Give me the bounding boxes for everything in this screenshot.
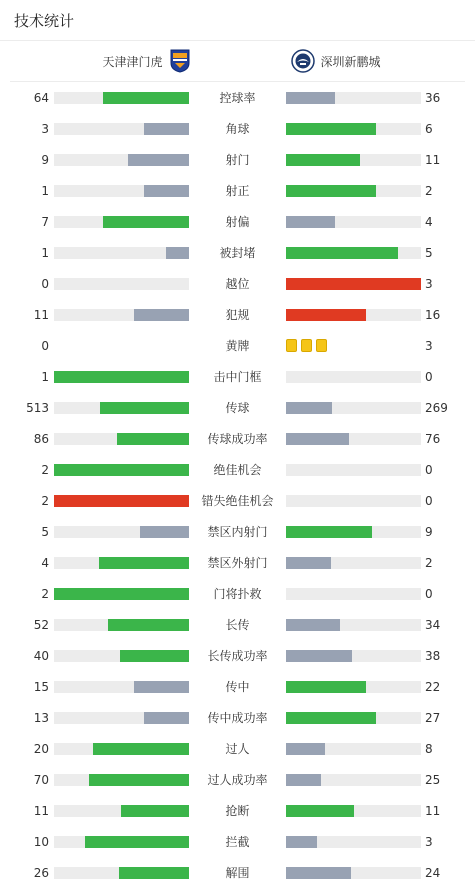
home-stat-bar (54, 650, 189, 662)
away-stat-bar (286, 123, 421, 135)
away-stat-bar (286, 433, 421, 445)
away-stat-value: 0 (425, 494, 433, 508)
stat-label: 过人 (225, 742, 250, 756)
stat-label: 传中 (225, 680, 250, 694)
away-stat-bar (286, 216, 421, 228)
home-stat-bar-fill (100, 402, 189, 414)
home-stat-bar (54, 681, 189, 693)
home-stat-value: 20 (33, 742, 49, 756)
stat-label: 角球 (225, 122, 250, 136)
home-stat-bar (54, 836, 189, 848)
away-stat-bar (286, 92, 421, 104)
home-stat-value: 3 (41, 122, 49, 136)
stat-row (0, 330, 475, 361)
home-stat-bar (54, 557, 189, 569)
away-stat-bar (286, 557, 421, 569)
home-stat-value: 52 (33, 618, 49, 632)
stat-label: 传中成功率 (207, 711, 268, 725)
away-stat-bar (286, 619, 421, 631)
away-yellow-cards (286, 339, 327, 352)
stat-row (0, 764, 475, 795)
away-stat-value: 16 (425, 308, 441, 322)
home-stat-value: 26 (33, 866, 49, 880)
away-stat-bar-fill (286, 743, 325, 755)
away-stat-bar (286, 774, 421, 786)
away-stat-value: 38 (425, 649, 441, 663)
away-stat-bar-fill (286, 402, 332, 414)
away-stat-value: 9 (425, 525, 433, 539)
away-stat-bar (286, 154, 421, 166)
stat-label: 被封堵 (219, 246, 256, 260)
home-stat-bar (54, 402, 189, 414)
stat-label: 射偏 (225, 215, 250, 229)
stat-row (0, 795, 475, 826)
stat-label: 绝佳机会 (213, 463, 262, 477)
away-team[interactable] (291, 41, 381, 81)
away-stat-value: 36 (425, 91, 441, 105)
stat-row (0, 299, 475, 330)
stat-row (0, 640, 475, 671)
yellow-card-icon (316, 339, 327, 352)
home-team[interactable] (102, 41, 190, 81)
home-stat-bar-fill (144, 123, 189, 135)
home-stat-bar (54, 247, 189, 259)
away-stat-bar (286, 743, 421, 755)
away-stat-bar-fill (286, 805, 354, 817)
home-stat-value: 2 (41, 587, 49, 601)
stat-label: 解围 (225, 866, 250, 880)
home-stat-value: 0 (41, 277, 49, 291)
stat-label: 控球率 (219, 91, 256, 105)
stat-row (0, 206, 475, 237)
away-stat-bar (286, 836, 421, 848)
away-stat-bar-fill (286, 619, 340, 631)
stat-row (0, 268, 475, 299)
away-stat-bar-fill (286, 867, 351, 879)
stat-label: 过人成功率 (207, 773, 268, 787)
away-stat-bar (286, 185, 421, 197)
away-stat-bar-fill (286, 154, 360, 166)
home-stat-bar-fill (121, 805, 189, 817)
away-stat-bar (286, 681, 421, 693)
home-stat-bar-fill (134, 309, 189, 321)
away-stat-bar (286, 247, 421, 259)
home-stat-bar (54, 588, 189, 600)
home-stat-value: 2 (41, 494, 49, 508)
home-stat-bar (54, 216, 189, 228)
home-stat-bar (54, 619, 189, 631)
away-team-name: 深圳新鹏城 (320, 54, 381, 69)
away-stat-value: 34 (425, 618, 441, 632)
stat-row (0, 671, 475, 702)
away-stat-value: 2 (425, 184, 433, 198)
away-stat-value: 24 (425, 866, 441, 880)
page-title: 技术统计 (14, 12, 75, 30)
away-stat-bar-fill (286, 557, 331, 569)
stat-row (0, 485, 475, 516)
away-stat-bar (286, 402, 421, 414)
away-stat-bar (286, 867, 421, 879)
home-stat-value: 5 (41, 525, 49, 539)
stat-row (0, 578, 475, 609)
home-stat-bar (54, 495, 189, 507)
home-stat-value: 10 (33, 835, 49, 849)
home-stat-bar-fill (99, 557, 189, 569)
stat-label: 犯规 (225, 308, 250, 322)
home-stat-bar (54, 867, 189, 879)
home-stat-value: 1 (41, 370, 49, 384)
away-stat-bar-fill (286, 92, 335, 104)
stat-label: 门将扑救 (213, 587, 262, 601)
away-stat-bar (286, 805, 421, 817)
stat-label: 越位 (225, 277, 250, 291)
away-stat-value: 11 (425, 153, 441, 167)
away-stat-value: 0 (425, 463, 433, 477)
away-stat-value: 0 (425, 587, 433, 601)
home-stat-bar-fill (108, 619, 189, 631)
home-stat-bar-fill (89, 774, 189, 786)
yellow-card-icon (286, 339, 297, 352)
stat-label: 禁区内射门 (207, 525, 268, 539)
away-stat-value: 3 (425, 339, 433, 353)
stat-row (0, 237, 475, 268)
home-stat-bar-fill (140, 526, 189, 538)
stat-row (0, 826, 475, 857)
stat-row (0, 392, 475, 423)
away-stat-value: 3 (425, 835, 433, 849)
stat-row (0, 702, 475, 733)
home-stat-value: 11 (33, 308, 49, 322)
away-stat-bar-fill (286, 123, 376, 135)
home-stat-value: 9 (41, 153, 49, 167)
home-stat-bar (54, 743, 189, 755)
away-stat-bar-fill (286, 309, 366, 321)
away-stat-bar-fill (286, 836, 317, 848)
away-stat-bar-fill (286, 774, 321, 786)
home-stat-value: 11 (33, 804, 49, 818)
home-stat-value: 513 (26, 401, 49, 415)
home-stat-value: 1 (41, 246, 49, 260)
stats-header (0, 0, 475, 41)
home-stat-bar (54, 433, 189, 445)
home-stat-bar (54, 185, 189, 197)
home-stat-value: 4 (41, 556, 49, 570)
home-stat-bar-fill (117, 433, 189, 445)
stat-label: 抢断 (225, 804, 250, 818)
shenzhen-peng-city-crest-icon (291, 49, 315, 73)
home-stat-bar-fill (54, 495, 189, 507)
away-stat-bar (286, 495, 421, 507)
home-stat-bar (54, 805, 189, 817)
home-stat-bar-fill (85, 836, 189, 848)
stat-row (0, 516, 475, 547)
home-stat-bar-fill (134, 681, 189, 693)
stat-row (0, 144, 475, 175)
stat-label: 拦截 (225, 835, 250, 849)
home-team-name: 天津津门虎 (102, 54, 163, 69)
away-stat-bar-fill (286, 185, 376, 197)
home-stat-bar-fill (119, 867, 189, 879)
away-stat-bar (286, 650, 421, 662)
away-stat-bar (286, 588, 421, 600)
away-stat-bar (286, 526, 421, 538)
stat-row (0, 361, 475, 392)
away-stat-bar (286, 278, 421, 290)
yellow-card-icon (301, 339, 312, 352)
home-stat-value: 2 (41, 463, 49, 477)
stat-row (0, 454, 475, 485)
away-stat-value: 2 (425, 556, 433, 570)
away-stat-bar (286, 371, 421, 383)
stat-row (0, 609, 475, 640)
away-stat-value: 11 (425, 804, 441, 818)
away-stat-value: 22 (425, 680, 441, 694)
home-stat-bar (54, 278, 189, 290)
home-stat-value: 40 (33, 649, 49, 663)
home-stat-value: 0 (41, 339, 49, 353)
stat-label: 错失绝佳机会 (201, 494, 274, 508)
home-stat-bar (54, 774, 189, 786)
home-stat-bar-fill (103, 216, 189, 228)
stat-row (0, 857, 475, 888)
away-stat-value: 0 (425, 370, 433, 384)
home-stat-bar-fill (54, 464, 189, 476)
stats-list (0, 82, 475, 888)
home-stat-bar (54, 92, 189, 104)
stat-label: 传球成功率 (207, 432, 268, 446)
stat-row (0, 175, 475, 206)
home-stat-value: 64 (33, 91, 49, 105)
home-stat-value: 15 (33, 680, 49, 694)
home-stat-bar (54, 371, 189, 383)
teams-row (10, 41, 465, 82)
away-stat-bar-fill (286, 681, 366, 693)
stat-label: 长传 (225, 618, 250, 632)
home-stat-bar (54, 712, 189, 724)
home-stat-bar-fill (93, 743, 189, 755)
stat-row (0, 82, 475, 113)
home-stat-bar-fill (128, 154, 189, 166)
stat-label: 禁区外射门 (207, 556, 268, 570)
away-stat-bar-fill (286, 712, 376, 724)
away-stat-bar-fill (286, 278, 421, 290)
home-stat-value: 7 (41, 215, 49, 229)
away-stat-value: 8 (425, 742, 433, 756)
away-stat-value: 5 (425, 246, 433, 260)
stat-row (0, 113, 475, 144)
tianjin-tigers-crest-icon (169, 49, 191, 73)
home-stat-value: 86 (33, 432, 49, 446)
away-stat-bar-fill (286, 247, 398, 259)
away-stat-value: 25 (425, 773, 441, 787)
home-stat-bar (54, 154, 189, 166)
away-stat-bar-fill (286, 433, 349, 445)
away-stat-value: 4 (425, 215, 433, 229)
home-stat-bar-fill (120, 650, 189, 662)
stat-label: 黄牌 (225, 339, 250, 353)
away-stat-bar (286, 309, 421, 321)
stat-label: 射门 (225, 153, 250, 167)
home-stat-value: 1 (41, 184, 49, 198)
stat-row (0, 547, 475, 578)
stat-label: 射正 (225, 184, 250, 198)
home-stat-bar-fill (144, 185, 189, 197)
stat-row (0, 733, 475, 764)
home-stat-value: 70 (33, 773, 49, 787)
stat-row (0, 423, 475, 454)
home-stat-bar (54, 309, 189, 321)
away-stat-bar-fill (286, 650, 352, 662)
stat-label: 传球 (225, 401, 250, 415)
home-stat-value: 13 (33, 711, 49, 725)
away-stat-value: 6 (425, 122, 433, 136)
away-stat-value: 76 (425, 432, 441, 446)
away-stat-bar-fill (286, 216, 335, 228)
home-stat-bar-fill (166, 247, 189, 259)
away-stat-value: 27 (425, 711, 441, 725)
away-stat-bar-fill (286, 526, 372, 538)
home-stat-bar (54, 526, 189, 538)
home-stat-bar-fill (54, 371, 189, 383)
stat-label: 长传成功率 (207, 649, 268, 663)
home-stat-bar-fill (103, 92, 189, 104)
home-stat-bar (54, 464, 189, 476)
away-stat-bar (286, 464, 421, 476)
home-stat-bar (54, 123, 189, 135)
stat-label: 击中门框 (213, 370, 262, 384)
home-stat-bar-fill (144, 712, 189, 724)
home-stat-bar-fill (54, 588, 189, 600)
away-stat-value: 3 (425, 277, 433, 291)
away-stat-bar (286, 712, 421, 724)
away-stat-value: 269 (425, 401, 448, 415)
